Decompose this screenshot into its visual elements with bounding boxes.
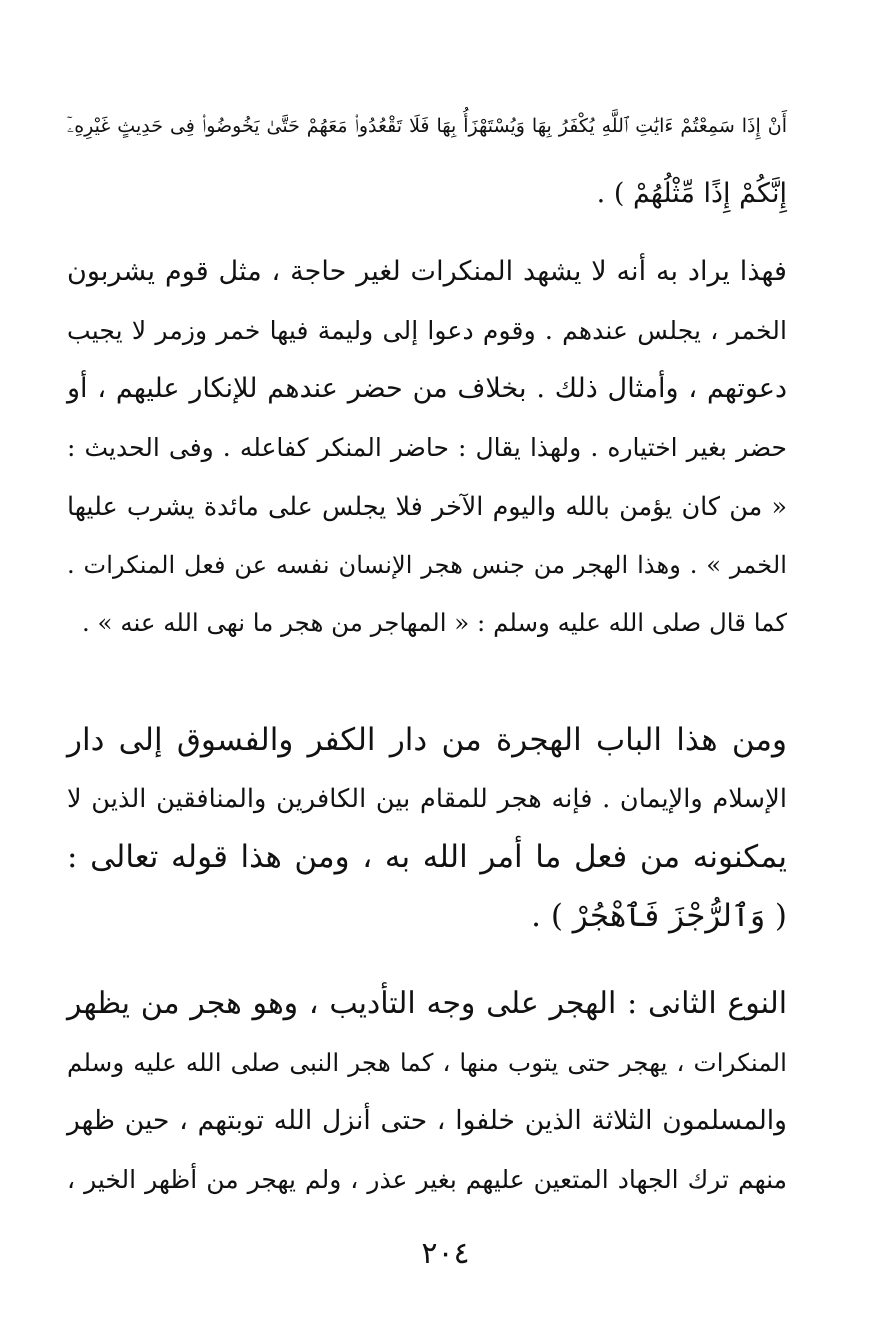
verse-quote-line: ( وَٱلرُّجْزَ فَٱهْجُرْ ) . xyxy=(531,897,787,934)
text-line: ومن هذا الباب الهجرة من دار الكفر والفسوق إلى دار xyxy=(67,722,787,758)
verse-line: أَنْ إِذَا سَمِعْتُمْ ءَايَٰتِ ٱللَّهِ يُكْفَرُ بِهَا وَيُسْتَهْزَأُ بِهَا فَلَا تَقْعُدُوا۟ مَعَهُمْ حَتَّىٰ يَخُوضُوا۟ فِى حَدِيثٍ غَيْرِهِۦٓ xyxy=(67,115,787,137)
page-number: ٢٠٤ xyxy=(421,1236,470,1271)
text-line: حضر بغير اختياره . ولهذا يقال : حاضر المنكر كفاعله . وفى الحديث : xyxy=(67,432,787,462)
text-line: المنكرات ، يهجر حتى يتوب منها ، كما هجر النبى صلى الله عليه وسلم xyxy=(67,1047,787,1077)
quran-verse xyxy=(67,92,787,228)
paragraph-3 xyxy=(67,975,787,1209)
text-line: والمسلمون الثلاثة الذين خلفوا ، حتى أنزل الله توبتهم ، حين ظهر xyxy=(67,1105,787,1136)
paragraph-1 xyxy=(67,243,787,653)
text-line: الخمر ، يجلس عندهم . وقوم دعوا إلى وليمة فيها خمر وزمر لا يجيب xyxy=(67,315,787,345)
text-line: كما قال صلى الله عليه وسلم : « المهاجر من هجر ما نهى الله عنه » . xyxy=(81,608,787,637)
text-line: منهم ترك الجهاد المتعين عليهم بغير عذر ، ولم يهجر من أظهر الخير ، xyxy=(67,1164,787,1194)
text-line: الخمر » . وهذا الهجر من جنس هجر الإنسان نفسه عن فعل المنكرات . xyxy=(67,550,787,579)
paragraph-2 xyxy=(67,711,787,945)
text-line: النوع الثانى : الهجر على وجه التأديب ، وهو هجر من يظهر xyxy=(67,986,787,1021)
text-line: يمكنونه من فعل ما أمر الله به ، ومن هذا قوله تعالى : xyxy=(67,839,787,875)
text-line: دعوتهم ، وأمثال ذلك . بخلاف من حضر عندهم للإنكار عليهم ، أو xyxy=(67,373,787,404)
verse-line: إِنَّكُمْ إِذًا مِّثْلُهُمْ ) . xyxy=(596,178,787,209)
text-line: الإسلام والإيمان . فإنه هجر للمقام بين الكافرين والمنافقين الذين لا xyxy=(67,783,787,814)
text-line: « من كان يؤمن بالله واليوم الآخر فلا يجلس على مائدة يشرب عليها xyxy=(67,491,787,521)
text-line: فهذا يراد به أنه لا يشهد المنكرات لغير حاجة ، مثل قوم يشربون xyxy=(67,256,787,287)
